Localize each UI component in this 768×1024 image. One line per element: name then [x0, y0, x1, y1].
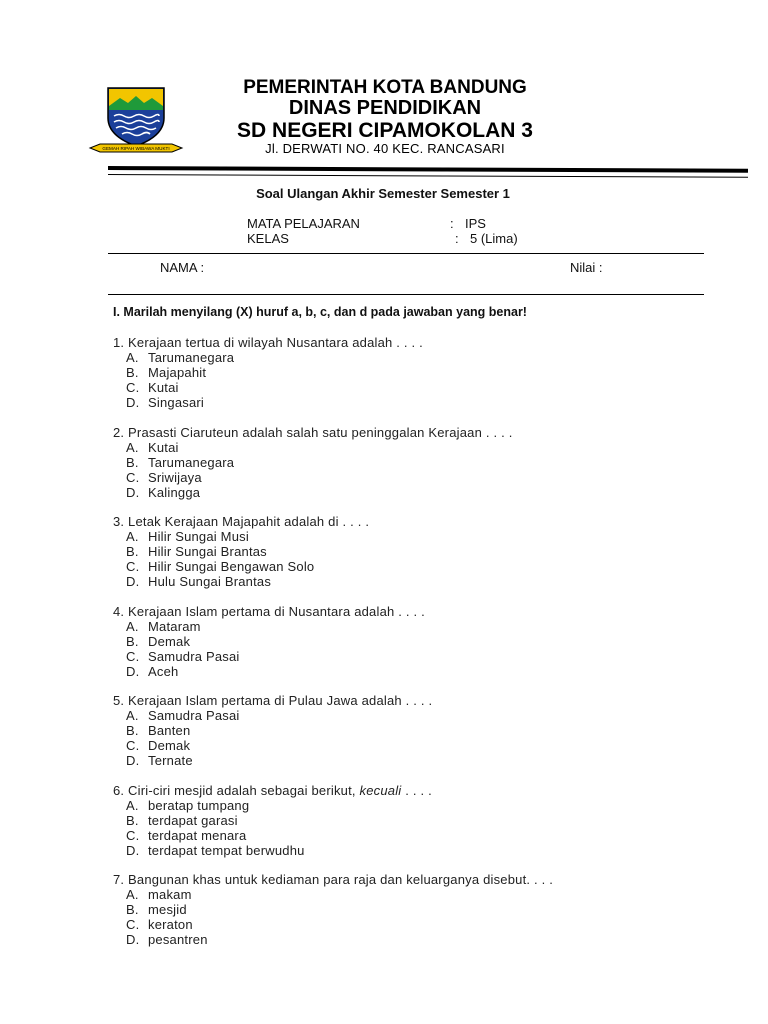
answer-option[interactable]: A. Tarumanegara [126, 350, 235, 365]
answer-option[interactable]: A. Hilir Sungai Musi [126, 529, 249, 544]
subject-label: MATA PELAJARAN [247, 216, 360, 231]
class-value: 5 (Lima) [470, 231, 518, 246]
class-label: KELAS [247, 231, 289, 246]
answer-option[interactable]: A. Samudra Pasai [126, 708, 240, 723]
header-divider-thin [108, 174, 748, 178]
student-info-bottom-line [108, 294, 704, 295]
question-item [113, 783, 713, 858]
class-separator: : [455, 231, 459, 246]
question-item [113, 514, 713, 589]
answer-option[interactable]: B. Tarumanegara [126, 454, 235, 470]
answer-option[interactable]: D. Aceh [126, 663, 179, 679]
question-list [113, 335, 713, 962]
answer-option[interactable]: B. terdapat garasi [126, 812, 238, 828]
answer-option[interactable]: B. mesjid [126, 902, 187, 917]
answer-option[interactable]: A. beratap tumpang [126, 797, 250, 813]
answer-option[interactable]: C. Samudra Pasai [126, 648, 240, 664]
answer-option[interactable]: B. Hilir Sungai Brantas [126, 544, 267, 559]
answer-option[interactable]: D. Kalingga [126, 484, 201, 500]
emphasis-kecuali: kecuali [359, 782, 402, 798]
header-school-name: SD NEGERI CIPAMOKOLAN 3 [237, 119, 533, 142]
answer-option[interactable]: D. Singasari [126, 395, 204, 410]
instruction-text: I. Marilah menyilang (X) huruf a, b, c, dan d pada jawaban yang benar! [113, 305, 527, 319]
subject-separator: : [450, 216, 454, 231]
answer-option[interactable]: D. terdapat tempat berwudhu [126, 842, 305, 858]
subject-value: IPS [465, 216, 486, 231]
question-stem: 7. Bangunan khas untuk kediaman para raja dan keluarganya disebut. . . . [113, 872, 554, 887]
answer-option[interactable]: C. Hilir Sungai Bengawan Solo [126, 559, 315, 574]
answer-option[interactable]: B. Demak [126, 633, 191, 649]
question-stem: 1. Kerajaan tertua di wilayah Nusantara adalah . . . . [113, 335, 423, 350]
question-item [113, 872, 713, 947]
answer-option[interactable]: B. Banten [126, 723, 191, 738]
city-emblem-logo [86, 84, 186, 158]
question-item [113, 425, 713, 500]
answer-option[interactable]: A. makam [126, 887, 192, 902]
emblem-motto-text: GEMAH RIPAH WIBAWA MUKTI [102, 146, 170, 152]
exam-title: Soal Ulangan Akhir Semester Semester 1 [256, 186, 510, 201]
header-divider-thick [108, 166, 748, 173]
score-label: Nilai : [570, 260, 603, 275]
answer-option[interactable]: C. Demak [126, 738, 191, 753]
question-item [113, 693, 713, 768]
header-government: PEMERINTAH KOTA BANDUNG [243, 77, 527, 98]
answer-option[interactable]: C. terdapat menara [126, 827, 247, 843]
answer-option[interactable]: D. pesantren [126, 932, 208, 947]
question-stem: 6. Ciri-ciri mesjid adalah sebagai berikut, kecuali . . . . [113, 782, 432, 798]
question-stem: 4. Kerajaan Islam pertama di Nusantara adalah . . . . [113, 603, 425, 619]
answer-option[interactable]: A. Kutai [126, 439, 179, 455]
student-info-top-line [108, 253, 704, 254]
question-stem: 2. Prasasti Ciaruteun adalah salah satu peninggalan Kerajaan . . . . [113, 424, 513, 440]
answer-option[interactable]: B. Majapahit [126, 365, 207, 380]
header-address: Jl. DERWATI NO. 40 KEC. RANCASARI [265, 141, 505, 156]
question-stem: 3. Letak Kerajaan Majapahit adalah di . . . . [113, 514, 370, 529]
question-stem: 5. Kerajaan Islam pertama di Pulau Jawa adalah . . . . [113, 693, 433, 708]
answer-option[interactable]: D. Hulu Sungai Brantas [126, 574, 272, 589]
student-name-label: NAMA : [160, 260, 205, 275]
answer-option[interactable]: C. Sriwijaya [126, 469, 202, 485]
answer-option[interactable]: D. Ternate [126, 753, 193, 768]
answer-option[interactable]: C. keraton [126, 917, 193, 932]
question-item [113, 335, 713, 410]
answer-option[interactable]: A. Mataram [126, 618, 201, 634]
question-item [113, 604, 713, 679]
answer-option[interactable]: C. Kutai [126, 380, 179, 395]
header-department: DINAS PENDIDIKAN [288, 97, 482, 119]
